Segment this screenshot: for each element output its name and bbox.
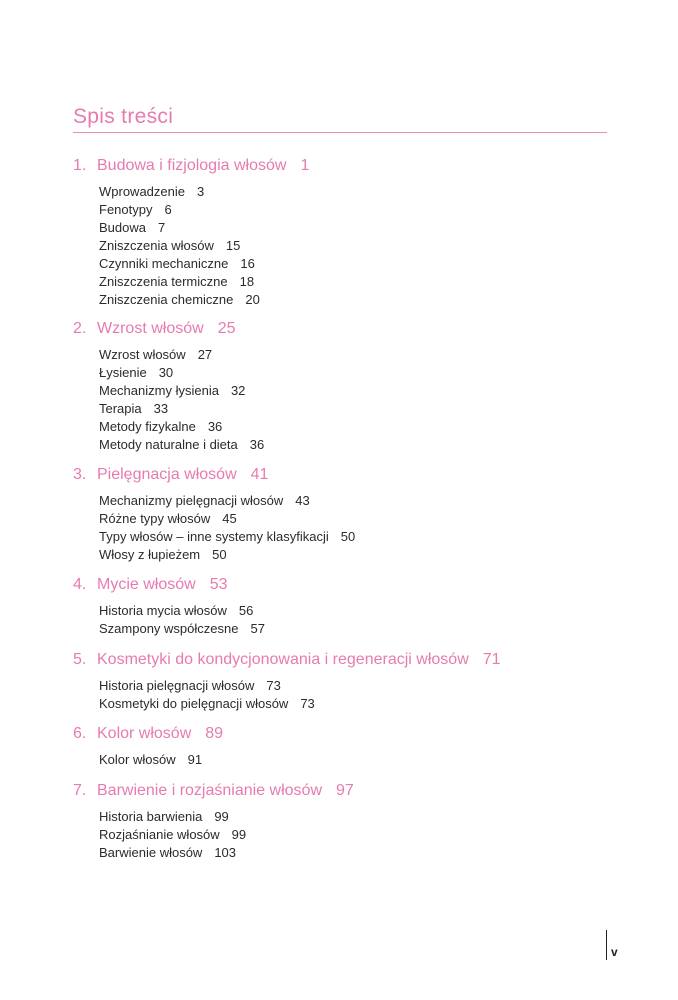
entry-title: Wzrost włosów [99,347,186,362]
toc-entry[interactable] [99,400,613,418]
entry-title: Rozjaśnianie włosów [99,827,220,842]
chapter-title: Barwienie i rozjaśnianie włosów [97,782,322,799]
entry-title: Metody naturalne i dieta [99,437,238,452]
chapter-number: 3. [73,466,87,483]
toc-entry[interactable] [99,620,613,638]
toc-entry[interactable] [99,273,613,291]
entry-page: 27 [197,347,213,362]
entry-page: 16 [240,256,255,271]
toc-entry[interactable] [99,201,613,219]
entry-title: Czynniki mechaniczne [99,256,229,271]
toc-entry[interactable] [99,751,613,769]
entry-page: 45 [222,511,237,526]
entry-title: Kolor włosów [99,752,176,767]
entry-title: Zniszczenia termiczne [99,274,228,289]
entry-page: 36 [207,419,223,434]
entry-page: 3 [197,184,205,199]
entry-title: Barwienie włosów [99,845,203,860]
entry-page: 30 [158,365,174,380]
chapter-title: Kosmetyki do kondycjonowania i regeneracji włosów [97,651,469,668]
chapter-entries [99,751,613,769]
chapter-title: Wzrost włosów [97,320,204,337]
entry-page: 91 [187,752,203,767]
entry-title: Kosmetyki do pielęgnacji włosów [99,696,289,711]
entry-page: 18 [239,274,255,289]
chapter-title: Pielęgnacja włosów [97,466,237,483]
toc-entry[interactable] [99,183,613,201]
chapter-7 [73,780,613,862]
toc-entry[interactable] [99,492,613,510]
toc-entry[interactable] [99,826,613,844]
chapter-number: 1. [73,157,87,174]
entry-title: Łysienie [99,365,147,380]
toc-entry[interactable] [99,808,613,826]
chapter-1 [73,155,613,309]
entry-page: 6 [164,202,172,217]
chapter-6 [73,723,613,769]
toc-entry[interactable] [99,382,613,400]
entry-page: 56 [238,603,254,618]
toc-entry[interactable] [99,602,613,620]
chapter-page: 89 [205,725,224,742]
chapter-heading[interactable] [73,780,613,802]
chapter-page: 1 [300,157,310,174]
toc-entry[interactable] [99,546,613,564]
entry-page: 43 [295,493,310,508]
toc-entry[interactable] [99,528,613,546]
entry-title: Fenotypy [99,202,153,217]
chapter-page: 25 [217,320,236,337]
entry-title: Budowa [99,220,146,235]
chapter-page: 71 [482,651,501,668]
entry-title: Typy włosów – inne systemy klasyfikacji [99,529,329,544]
entry-page: 103 [214,845,237,860]
entry-page: 73 [300,696,315,711]
chapter-heading[interactable] [73,723,613,745]
chapter-2 [73,318,613,454]
chapter-title: Budowa i fizjologia włosów [97,157,287,174]
entry-page: 57 [250,621,265,636]
toc-entry[interactable] [99,844,613,862]
toc-entry[interactable] [99,291,613,309]
entry-title: Włosy z łupieżem [99,547,201,562]
chapter-entries [99,492,613,564]
chapter-entries [99,602,613,638]
folio-rule [606,930,607,960]
entry-title: Terapia [99,401,142,416]
chapter-number: 4. [73,576,87,593]
chapter-entries [99,346,613,454]
entry-title: Historia mycia włosów [99,603,227,618]
toc-entry[interactable] [99,677,613,695]
chapter-title: Mycie włosów [97,576,196,593]
chapter-number: 6. [73,725,87,742]
chapter-3 [73,464,613,564]
chapter-page: 97 [336,782,354,799]
toc-entry[interactable] [99,418,613,436]
entry-page: 32 [230,383,246,398]
entry-page: 50 [340,529,356,544]
title-divider [73,132,607,133]
entry-title: Mechanizmy pielęgnacji włosów [99,493,284,508]
toc-entry[interactable] [99,695,613,713]
entry-title: Szampony współczesne [99,621,239,636]
entry-title: Historia barwienia [99,809,203,824]
entry-page: 15 [225,238,241,253]
toc-entry[interactable] [99,255,613,273]
chapter-heading[interactable] [73,649,613,671]
toc-entry[interactable] [99,510,613,528]
entry-title: Historia pielęgnacji włosów [99,678,255,693]
chapter-number: 5. [73,651,87,668]
chapter-heading[interactable] [73,464,613,486]
entry-page: 7 [157,220,166,235]
chapter-title: Kolor włosów [97,725,192,742]
entry-title: Zniszczenia włosów [99,238,214,253]
chapter-heading[interactable] [73,155,613,177]
toc-entry[interactable] [99,364,613,382]
entry-title: Mechanizmy łysienia [99,383,219,398]
chapter-entries [99,808,613,862]
entry-page: 20 [245,292,260,307]
chapter-entries [99,183,613,309]
toc-entry[interactable] [99,219,613,237]
toc-entry[interactable] [99,346,613,364]
chapter-number: 7. [73,782,87,799]
chapter-page: 53 [209,576,228,593]
page-number: v [611,945,618,959]
chapter-4 [73,574,613,638]
toc-entry[interactable] [99,436,613,454]
entry-page: 33 [153,401,169,416]
chapter-5 [73,649,613,713]
chapter-entries [99,677,613,713]
chapter-heading[interactable] [73,574,613,596]
entry-title: Różne typy włosów [99,511,211,526]
chapter-number: 2. [73,320,87,337]
toc-entry[interactable] [99,237,613,255]
entry-page: 73 [266,678,281,693]
chapter-page: 41 [250,466,269,483]
toc-title: Spis treści [73,105,174,128]
entry-page: 99 [214,809,229,824]
entry-page: 99 [231,827,247,842]
entry-title: Metody fizykalne [99,419,196,434]
entry-title: Zniszczenia chemiczne [99,292,234,307]
entry-title: Wprowadzenie [99,184,185,199]
entry-page: 36 [249,437,265,452]
chapter-heading[interactable] [73,318,613,340]
entry-page: 50 [212,547,227,562]
